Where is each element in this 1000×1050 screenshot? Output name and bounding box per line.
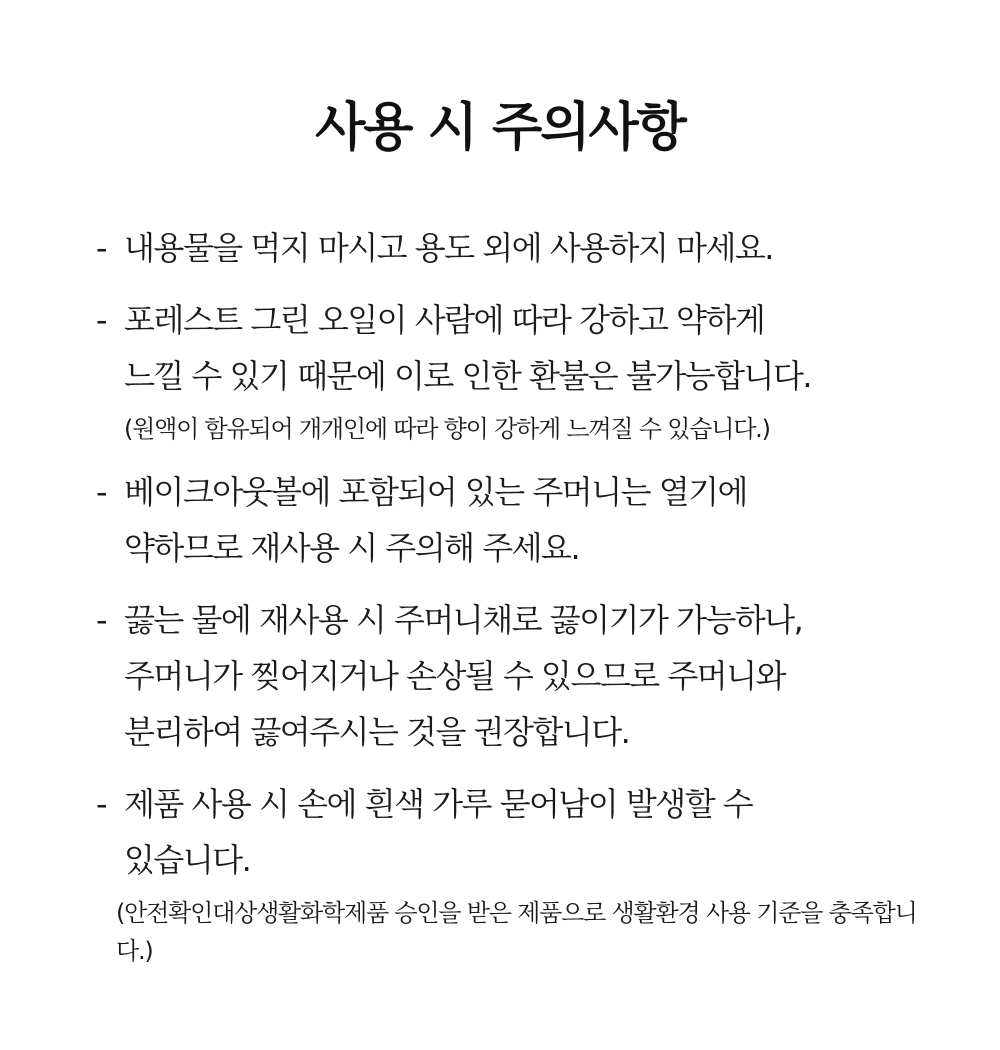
item-text-line: 제품 사용 시 손에 흰색 가루 묻어남이 발생할 수 (124, 785, 753, 823)
item-text-line: 포레스트 그린 오일이 사람에 따라 강하고 약하게 (124, 301, 765, 339)
list-item (96, 292, 976, 448)
list-dash: - (96, 473, 108, 511)
list-item (96, 220, 976, 276)
list-dash: - (96, 229, 108, 267)
item-text-line: 느낄 수 있기 때문에 이로 인한 환불은 불가능합니다. (124, 357, 812, 395)
caution-list (96, 220, 976, 986)
list-item (96, 592, 976, 760)
list-dash: - (96, 601, 108, 639)
item-text-line: 있습니다. (124, 841, 251, 879)
item-text-line: 내용물을 먹지 마시고 용도 외에 사용하지 마세요. (124, 229, 773, 267)
list-item (96, 464, 976, 576)
list-item (96, 776, 976, 970)
item-note: (원액이 함유되어 개개인에 따라 향이 강하게 느껴질 수 있습니다.) (124, 415, 770, 443)
item-text-line: 약하므로 재사용 시 주의해 주세요. (124, 529, 580, 567)
list-dash: - (96, 301, 108, 339)
item-text-line: 주머니가 찢어지거나 손상될 수 있으므로 주머니와 (124, 657, 786, 695)
item-text-line: 분리하여 끓여주시는 것을 권장합니다. (124, 713, 630, 751)
item-note: (안전확인대상생활화학제품 승인을 받은 제품으로 생활환경 사용 기준을 충족합니다.) (116, 899, 917, 965)
page-title: 사용 시 주의사항 (315, 98, 685, 158)
item-text-line: 끓는 물에 재사용 시 주머니채로 끓이기가 가능하나, (124, 601, 803, 639)
list-dash: - (96, 785, 108, 823)
item-text-line: 베이크아웃볼에 포함되어 있는 주머니는 열기에 (124, 473, 747, 511)
